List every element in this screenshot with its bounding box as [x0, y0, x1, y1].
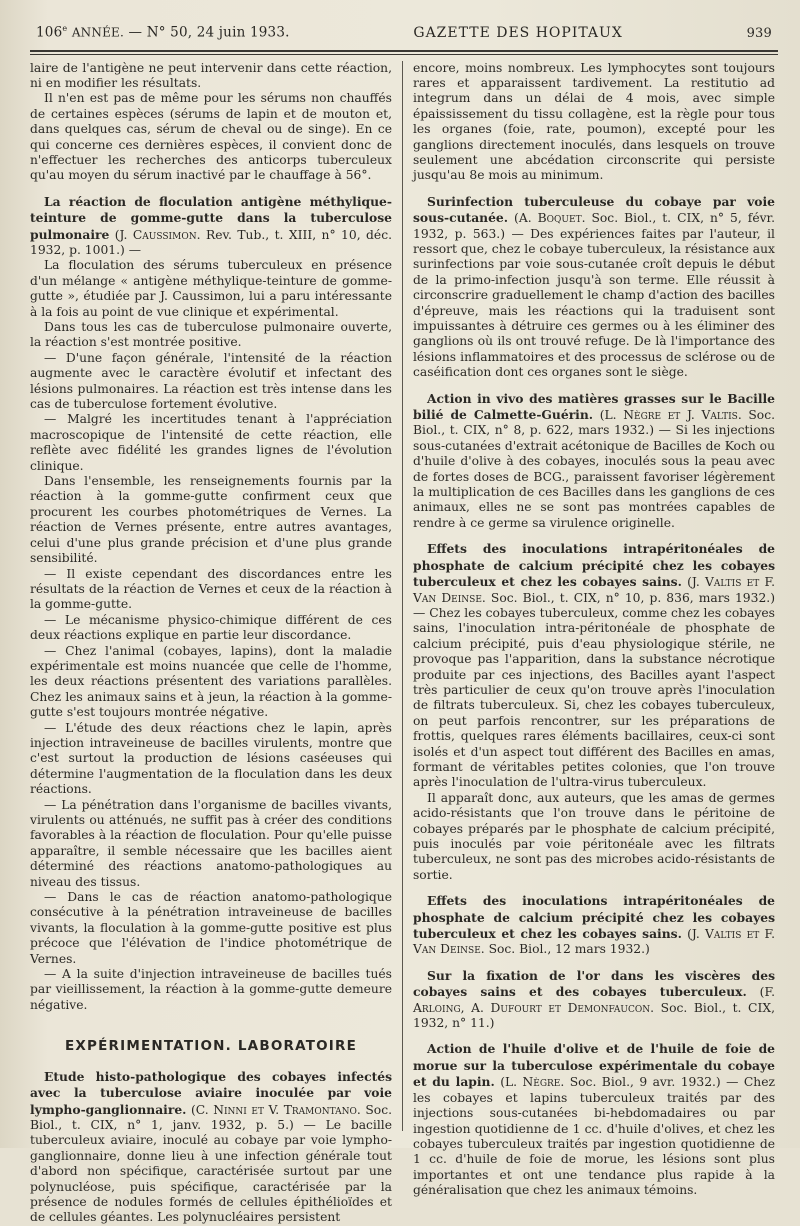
reference-text: (A.	[508, 211, 538, 226]
paragraph: — Le mécanisme physico-chimique différent de ces deux réactions explique en partie leur discordance.	[30, 612, 392, 643]
author-name: Ninni et V. Tramontano	[213, 1102, 357, 1117]
year: 106	[36, 24, 63, 41]
paragraph: — L'étude des deux réactions chez le lapin, après injection intraveineuse de bacilles virulents, montre que c'est surtout la production de lésions caséeuses qui détermine l'augmentation de la floculation dans les deux réactions.	[30, 720, 392, 797]
right-column	[403, 60, 775, 1198]
abstract-title: La réaction de floculation antigène méthylique-teinture de gomme-gutte dans la tuberculose pulmonaire	[30, 193, 392, 242]
reference-text: (L.	[593, 408, 624, 423]
abstract-boquet	[413, 194, 775, 381]
author-name: Valtis et F. Van Deinse	[413, 575, 775, 605]
abstract-title: Sur la fixation de l'or dans les viscères des cobayes sains et des cobayes tuberculeux.	[413, 967, 775, 1000]
section-heading: EXPÉRIMENTATION. LABORATOIRE	[64, 1038, 358, 1055]
abstract-title: Effets des inoculations intrapéritonéales de phosphate de calcium précipité chez les cobayes tuberculeux et chez les cobayes sains.	[413, 893, 775, 942]
reference-text: . Soc. Biol., t. CIX, 1932, n° 11.)	[413, 1000, 775, 1031]
abstract-ninni-tramontano	[30, 1069, 392, 1226]
abstract-valtis-van-deinse	[413, 541, 775, 791]
abstract-title: Action de l'huile d'olive et de l'huile de foie de morue sur la tuberculose expérimentale du cobaye et du lapin.	[413, 1041, 775, 1090]
paragraph: — Malgré les incertitudes tenant à l'appréciation macroscopique de l'intensité de cette réaction, elle reflète avec fidélité les grandes lignes de l'évolution clinique.	[30, 412, 392, 473]
reference-text: (J.	[681, 927, 706, 942]
abstract-title: Action in vivo des matières grasses sur le Bacille bilié de Calmette-Guérin.	[413, 390, 775, 423]
reference-text: . Soc. Biol., 9 avr. 1932.)	[560, 1075, 721, 1090]
journal-title: GAZETTE DES HOPITAUX	[413, 24, 623, 41]
paragraph: La floculation des sérums tuberculeux en présence d'un mélange « antigène méthylique-teinture de gomme-gutte », étudiée par J. Caussimon, lui a paru intéressante à la fois au point de vue clinique et expérimental.	[30, 258, 392, 319]
reference-text: . Rev. Tub., t. XIII, n° 10, déc. 1932, p. 1001.) —	[30, 227, 393, 257]
author-name: Caussimon	[132, 227, 197, 242]
paragraph: Dans l'ensemble, les renseignements fournis par la réaction à la gomme-gutte confirment ceux que procurent les courbes photométriques de Vernes. La réaction de Vernes présente, entre autres avantages, celui d'une plus grande précision et d'une plus grande sensibilité.	[30, 474, 392, 566]
year-suffix: e	[62, 24, 68, 33]
paragraph: encore, moins nombreux. Les lymphocytes sont toujours rares et apparaissent tardivement. La restitutio ad integrum dans un délai de 4 mois, avec simple épaississement du tissu collagène, est la règle pour tous les organes (foie, rate, poumon), excepté pour les ganglions directement inoculés, dans lesquels on trouve seulement une abcédation circonscrite qui persiste jusqu'au 8e mois au minimum.	[413, 60, 775, 183]
paragraph: — A la suite d'injection intraveineuse de bacilles tués par vieillissement, la réaction à la gomme-gutte demeure négative.	[30, 967, 392, 1012]
abstract-text: — Le bacille tuberculeux aviaire, inoculé au cobaye par voie lympho-ganglionnaire, donne lieu à une infection générale tout d'abord non spécifique, caractérisée surtout par une polynucléose, puis spécifique, caractérisée par la présence de nodules formés de cellules épithélioïdes et de cellules géantes. Les polynucléaires persistent	[30, 1117, 392, 1225]
reference-text: . Soc. Biol., t. CIX, n° 8, p. 622, mars 1932.)	[413, 408, 775, 438]
reference-text: (J.	[109, 227, 133, 242]
page-number: 939	[746, 25, 772, 41]
paragraph: laire de l'antigène ne peut intervenir dans cette réaction, ni en modifier les résultats.	[30, 60, 392, 90]
header-rule-thick	[30, 50, 778, 52]
reference-text: (J.	[681, 575, 706, 590]
abstract-title: Surinfection tuberculeuse du cobaye par voie sous-cutanée.	[413, 193, 775, 226]
paragraph: Il apparaît donc, aux auteurs, que les amas de germes acido-résistants que l'on trouve dans le péritoine de cobayes préparés par le phosphate de calcium précipité, puis inoculés par voie péritonéale avec les filtrats tuberculeux, ne sont pas des microbes acido-résistants de sortie.	[413, 790, 775, 882]
left-column	[30, 60, 402, 1225]
paragraph: — D'une façon générale, l'intensité de la réaction augmente avec le caractère évolutif et infectant des lésions pulmonaires. La réaction est très intense dans les cas de tuberculose fortement évolutive.	[30, 350, 392, 412]
abstract-title: Effets des inoculations intrapéritonéales de phosphate de calcium précipité chez les cobayes tuberculeux et chez les cobayes sains.	[413, 541, 775, 590]
author-name: Nègre et J. Valtis	[623, 408, 738, 423]
author-name: Nègre	[522, 1075, 561, 1090]
paragraph: — Chez l'animal (cobayes, lapins), dont la maladie expérimentale est moins nuancée que celle de l'homme, les deux réactions présentent des variations parallèles. Chez les animaux sains et à jeun, la réaction à la gomme-gutte s'est toujours montrée négative.	[30, 643, 392, 720]
abstract-negre	[413, 1041, 775, 1198]
reference-text: . Soc. Biol., t. CIX, n° 1, janv. 1932, p. 5.)	[30, 1102, 392, 1132]
reference-text: . Soc. Biol., t. CIX, n° 5, févr. 1932, p. 563.)	[413, 211, 775, 241]
abstract-caussimon	[30, 194, 392, 259]
issue-info	[36, 24, 290, 41]
reference-text: (F.	[746, 985, 775, 1000]
reference-text: (C.	[186, 1102, 214, 1117]
annee-label: ANNÉE.	[71, 25, 125, 40]
running-header	[30, 18, 778, 41]
reference-text: (L.	[494, 1075, 523, 1090]
author-name: Arloing, A. Dufourt et Demonfaucon	[413, 1000, 651, 1015]
abstract-valtis-van-deinse-2	[413, 893, 775, 958]
abstract-title: Etude histo-pathologique des cobayes infectés avec la tuberculose aviaire inoculée par voie lympho-ganglionnaire.	[30, 1068, 392, 1117]
abstract-arloing	[413, 968, 775, 1032]
author-name: Boquet	[537, 211, 582, 226]
abstract-text: — Si les injections sous-cutanées d'extrait acétonique de Bacilles de Koch ou d'huile d'olive à des cobayes, inoculés sous la peau avec de fortes doses de BCG., paraissent favoriser légèrement la multiplication de ces Bacilles dans les ganglions de ces animaux, elles ne se sont pas montrées capables de rendre à ce germe sa virulence originelle.	[413, 423, 775, 530]
abstract-text: — Des expériences faites par l'auteur, il ressort que, chez le cobaye tuberculeux, la résistance aux surinfections par voie sous-cutanée croît depuis le début de la primo-infection jusqu'à son terme. Elle réussit à circonscrire graduellement le champ d'action des bacilles d'épreuve, mais les réactions qui la traduisent sont impuissantes à détruire ces germes ou à les éliminer des ganglions où ils ont trouvé refuge. De là l'importance des lésions inflammatoires et des processus de sclérose ou de caséification dont ces organes sont le siège.	[413, 226, 775, 380]
paragraph: — Il existe cependant des discordances entre les résultats de la réaction de Vernes et ceux de la réaction à la gomme-gutte.	[30, 566, 392, 612]
author-name: Valtis et F. Van Deinse	[413, 927, 775, 957]
issue-number-date: — N° 50, 24 juin 1933.	[128, 24, 290, 41]
paragraph: Dans tous les cas de tuberculose pulmonaire ouverte, la réaction s'est montrée positive.	[30, 320, 392, 350]
abstract-text: — Chez les cobayes et lapins tuberculeux traités par des injections sous-cutanées bi-hebdomadaires ou par ingestion quotidienne de 1 cc. d'huile d'olives, et chez les cobayes tuberculeux traités par ingestion quotidienne de 1 cc. d'huile de foie de morue, les lésions sont plus importantes et ont une tendance plus rapide à la généralisation que chez les animaux témoins.	[413, 1075, 775, 1198]
text-columns	[30, 60, 778, 1225]
reference-text: . Soc. Biol., 12 mars 1932.)	[480, 942, 650, 957]
header-rule-thin	[30, 54, 778, 55]
abstract-text: — Chez les cobayes tuberculeux, comme chez les cobayes sains, l'inoculation intra-péritonéale de phosphate de calcium précipité, puis d'eau physiologique stérile, ne provoque pas l'apparition, dans la substance nécrotique produite par ces injections, des Bacilles ayant l'aspect très particulier de ceux qu'on trouve après l'inoculation de filtrats tuberculeux. Si, chez les cobayes tuberculeux, on peut parfois rencontrer, sur les préparations de frottis, quelques rares éléments bacillaires, ceux-ci sont isolés et d'un aspect tout différent des Bacilles en amas, formant de véritables petites colonies, que l'on trouve après l'inoculation de l'ultra-virus tuberculeux.	[413, 605, 775, 790]
paragraph: — Dans le cas de réaction anatomo-pathologique consécutive à la pénétration intraveineuse de bacilles vivants, la floculation à la gomme-gutte positive est plus précoce que l'élévation de l'indice photométrique de Vernes.	[30, 890, 392, 966]
paragraph: — La pénétration dans l'organisme de bacilles vivants, virulents ou atténués, ne suffit pas à créer des conditions favorables à la réaction de floculation. Pour qu'elle puisse apparaître, il semble nécessaire que les bacilles aient déterminé des réactions anatomo-pathologiques au niveau des tissus.	[30, 797, 392, 889]
abstract-negre-valtis	[413, 391, 775, 532]
paragraph: Il n'en est pas de même pour les sérums non chauffés de certaines espèces (sérums de lapin et de mouton et, dans quelques cas, sérum de cheval ou de singe). En ce qui concerne ces dernières espèces, il convient donc de n'effectuer les recherches des anticorps tuberculeux qu'au moyen du sérum inactivé par le chauffage à 56°.	[30, 91, 392, 183]
reference-text: . Soc. Biol., t. CIX, n° 10, p. 836, mars 1932.)	[481, 590, 775, 605]
